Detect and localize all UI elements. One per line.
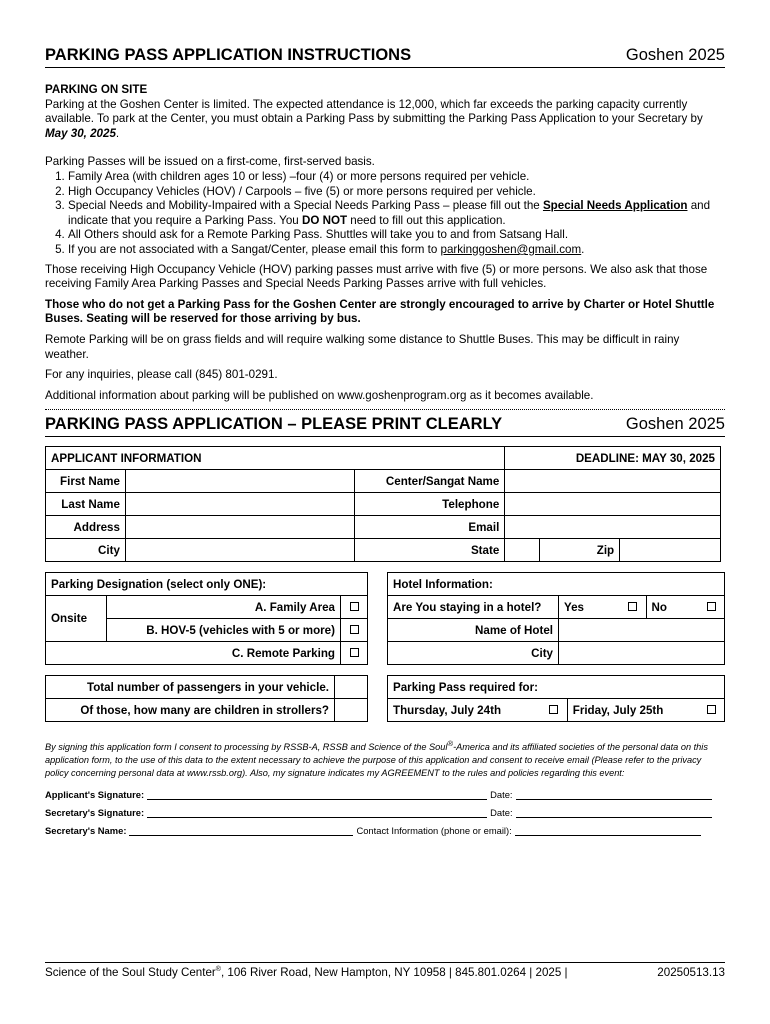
telephone-label: Telephone <box>355 493 505 516</box>
last-name-label: Last Name <box>46 493 126 516</box>
deadline-date: May 30, 2025 <box>45 126 116 140</box>
pass-days-table <box>387 675 725 722</box>
telephone-field[interactable] <box>505 493 721 516</box>
remote-parking-checkbox[interactable] <box>350 648 359 657</box>
friday-label: Friday, July 25th <box>567 699 698 722</box>
address-field[interactable] <box>125 516 355 539</box>
instructions-title: PARKING PASS APPLICATION INSTRUCTIONS <box>45 46 412 64</box>
state-label: State <box>355 539 505 562</box>
list-item: 5. If you are not associated with a Sangat/Center, please email this form to parkinggoshen@gmail.com. <box>68 243 725 258</box>
no-label: No <box>646 596 698 619</box>
secretary-signature-line[interactable] <box>147 807 487 818</box>
secretary-date-line[interactable] <box>516 807 712 818</box>
special-needs-link[interactable]: Special Needs Application <box>542 199 688 213</box>
designation-header: Parking Designation (select only ONE): <box>46 573 368 596</box>
paragraph-3: Those receiving High Occupancy Vehicle (HOV) parking passes must arrive with five (5) or more persons. We also ask that those receiving Family Area Parking Passes and Special Needs Parking Passes arrive with full vehicles. <box>45 262 708 291</box>
hotel-no-checkbox[interactable] <box>707 602 716 611</box>
passengers-label: Total number of passengers in your vehicle. <box>46 676 335 699</box>
cut-line <box>45 409 725 410</box>
instructions-header <box>45 46 725 68</box>
family-area-checkbox[interactable] <box>350 602 359 611</box>
secretary-signature-row <box>45 807 725 818</box>
passenger-pass-row <box>45 675 725 722</box>
email-field[interactable] <box>505 516 721 539</box>
center-field[interactable] <box>505 470 721 493</box>
last-name-field[interactable] <box>125 493 355 516</box>
paragraph-6: For any inquiries, please call (845) 801-0291. <box>45 368 278 382</box>
list-item: 1. Family Area (with children ages 10 or less) –four (4) or more persons required per vehicle. <box>68 170 725 185</box>
application-header <box>45 415 725 437</box>
hotel-header: Hotel Information: <box>388 573 725 596</box>
secretary-name-line[interactable] <box>129 825 353 836</box>
hotel-city-label: City <box>388 642 559 665</box>
date-label: Date: <box>490 789 513 801</box>
hov-label: B. HOV-5 (vehicles with 5 or more) <box>107 619 341 642</box>
secretary-name-row <box>45 825 725 836</box>
first-name-field[interactable] <box>125 470 355 493</box>
friday-checkbox[interactable] <box>707 705 716 714</box>
contact-label: Contact Information (phone or email): <box>356 825 512 837</box>
applicant-signature-label: Applicant's Signature: <box>45 789 145 801</box>
hotel-city-field[interactable] <box>559 642 725 665</box>
center-label: Center/Sangat Name <box>355 470 505 493</box>
thursday-label: Thursday, July 24th <box>388 699 541 722</box>
contact-line[interactable] <box>515 825 701 836</box>
designation-hotel-row <box>45 572 725 665</box>
instructions-year: Goshen 2025 <box>625 46 725 64</box>
email-link[interactable]: parkinggoshen@gmail.com <box>440 242 582 256</box>
city-field[interactable] <box>125 539 355 562</box>
applicant-header: APPLICANT INFORMATION <box>46 447 505 470</box>
footer <box>45 962 725 979</box>
consent-text: By signing this application form I consent to processing by RSSB-A, RSSB and Science of the Soul®-America and its affiliated societies of the personal data on this application form, to the use of this data to the extent necessary to achieve the purpose of this application and consent to receive email (Please refer to the privacy policy concerning personal data at www.rssb.org). Also, my signature indicates my AGREEMENT to the rules and policies regarding this event: <box>45 739 708 778</box>
hotel-yes-checkbox[interactable] <box>628 602 637 611</box>
onsite-heading: PARKING ON SITE <box>45 83 148 96</box>
parking-types-list <box>45 170 725 258</box>
paragraph-1: Parking at the Goshen Center is limited. The expected attendance is 12,000, which far exceeds the parking capacity currently available. To park at the Center, you must obtain a Parking Pass by submitting the Parking Pass Application to your Secretary by May 30, 2025. <box>45 97 703 140</box>
paragraph-7: Additional information about parking will be published on www.goshenprogram.org as it becomes available. <box>45 388 594 402</box>
application-year: Goshen 2025 <box>625 415 725 434</box>
passengers-field[interactable] <box>335 676 368 699</box>
pass-required-header: Parking Pass required for: <box>388 676 725 699</box>
onsite-label: Onsite <box>46 596 107 642</box>
hotel-name-field[interactable] <box>559 619 725 642</box>
email-label: Email <box>355 516 505 539</box>
page <box>45 46 725 836</box>
address-label: Address <box>46 516 126 539</box>
applicant-table <box>45 446 721 562</box>
footer-address: Science of the Soul Study Center®, 106 River Road, New Hampton, NY 10958 | 845.801.0264 | 2025 | <box>45 966 568 979</box>
thursday-checkbox[interactable] <box>549 705 558 714</box>
passengers-table <box>45 675 368 722</box>
secretary-name-label: Secretary's Name: <box>45 825 127 837</box>
zip-label: Zip <box>540 539 620 562</box>
designation-table <box>45 572 368 665</box>
remote-parking-label: C. Remote Parking <box>46 642 341 665</box>
state-field[interactable] <box>505 539 540 562</box>
application-title: PARKING PASS APPLICATION – PLEASE PRINT CLEARLY <box>45 415 503 434</box>
applicant-date-line[interactable] <box>516 789 712 800</box>
city-label: City <box>46 539 126 562</box>
yes-label: Yes <box>559 596 620 619</box>
hov-checkbox[interactable] <box>350 625 359 634</box>
list-item: 4. All Others should ask for a Remote Parking Pass. Shuttles will take you to and from Satsang Hall. <box>68 228 725 243</box>
strollers-label: Of those, how many are children in strollers? <box>46 699 335 722</box>
hotel-name-label: Name of Hotel <box>388 619 559 642</box>
list-item: 2. High Occupancy Vehicles (HOV) / Carpools – five (5) or more persons required per vehicle. <box>68 185 725 200</box>
first-name-label: First Name <box>46 470 126 493</box>
paragraph-2: Parking Passes will be issued on a first-come, first-served basis. <box>45 155 375 169</box>
applicant-signature-row <box>45 789 725 800</box>
deadline-label: DEADLINE: MAY 30, 2025 <box>505 447 721 470</box>
hotel-question: Are You staying in a hotel? <box>388 596 559 619</box>
zip-field[interactable] <box>620 539 721 562</box>
hotel-table <box>387 572 725 665</box>
paragraph-5: Remote Parking will be on grass fields and will require walking some distance to Shuttle Buses. This may be difficult in rainy weather. <box>45 332 680 361</box>
applicant-signature-line[interactable] <box>147 789 487 800</box>
footer-version: 20250513.13 <box>657 966 725 979</box>
date-label: Date: <box>490 807 513 819</box>
family-area-label: A. Family Area <box>107 596 341 619</box>
list-item: 3. Special Needs and Mobility-Impaired with a Special Needs Parking Pass – please fill out the Special Needs Application and indicate that you require a Parking Pass. You DO NOT need to fill out this application. <box>68 199 725 228</box>
strollers-field[interactable] <box>335 699 368 722</box>
paragraph-4: Those who do not get a Parking Pass for the Goshen Center are strongly encouraged to arrive by Charter or Hotel Shuttle Buses. Seating will be reserved for those arriving by bus. <box>45 297 715 326</box>
secretary-signature-label: Secretary's Signature: <box>45 807 145 819</box>
